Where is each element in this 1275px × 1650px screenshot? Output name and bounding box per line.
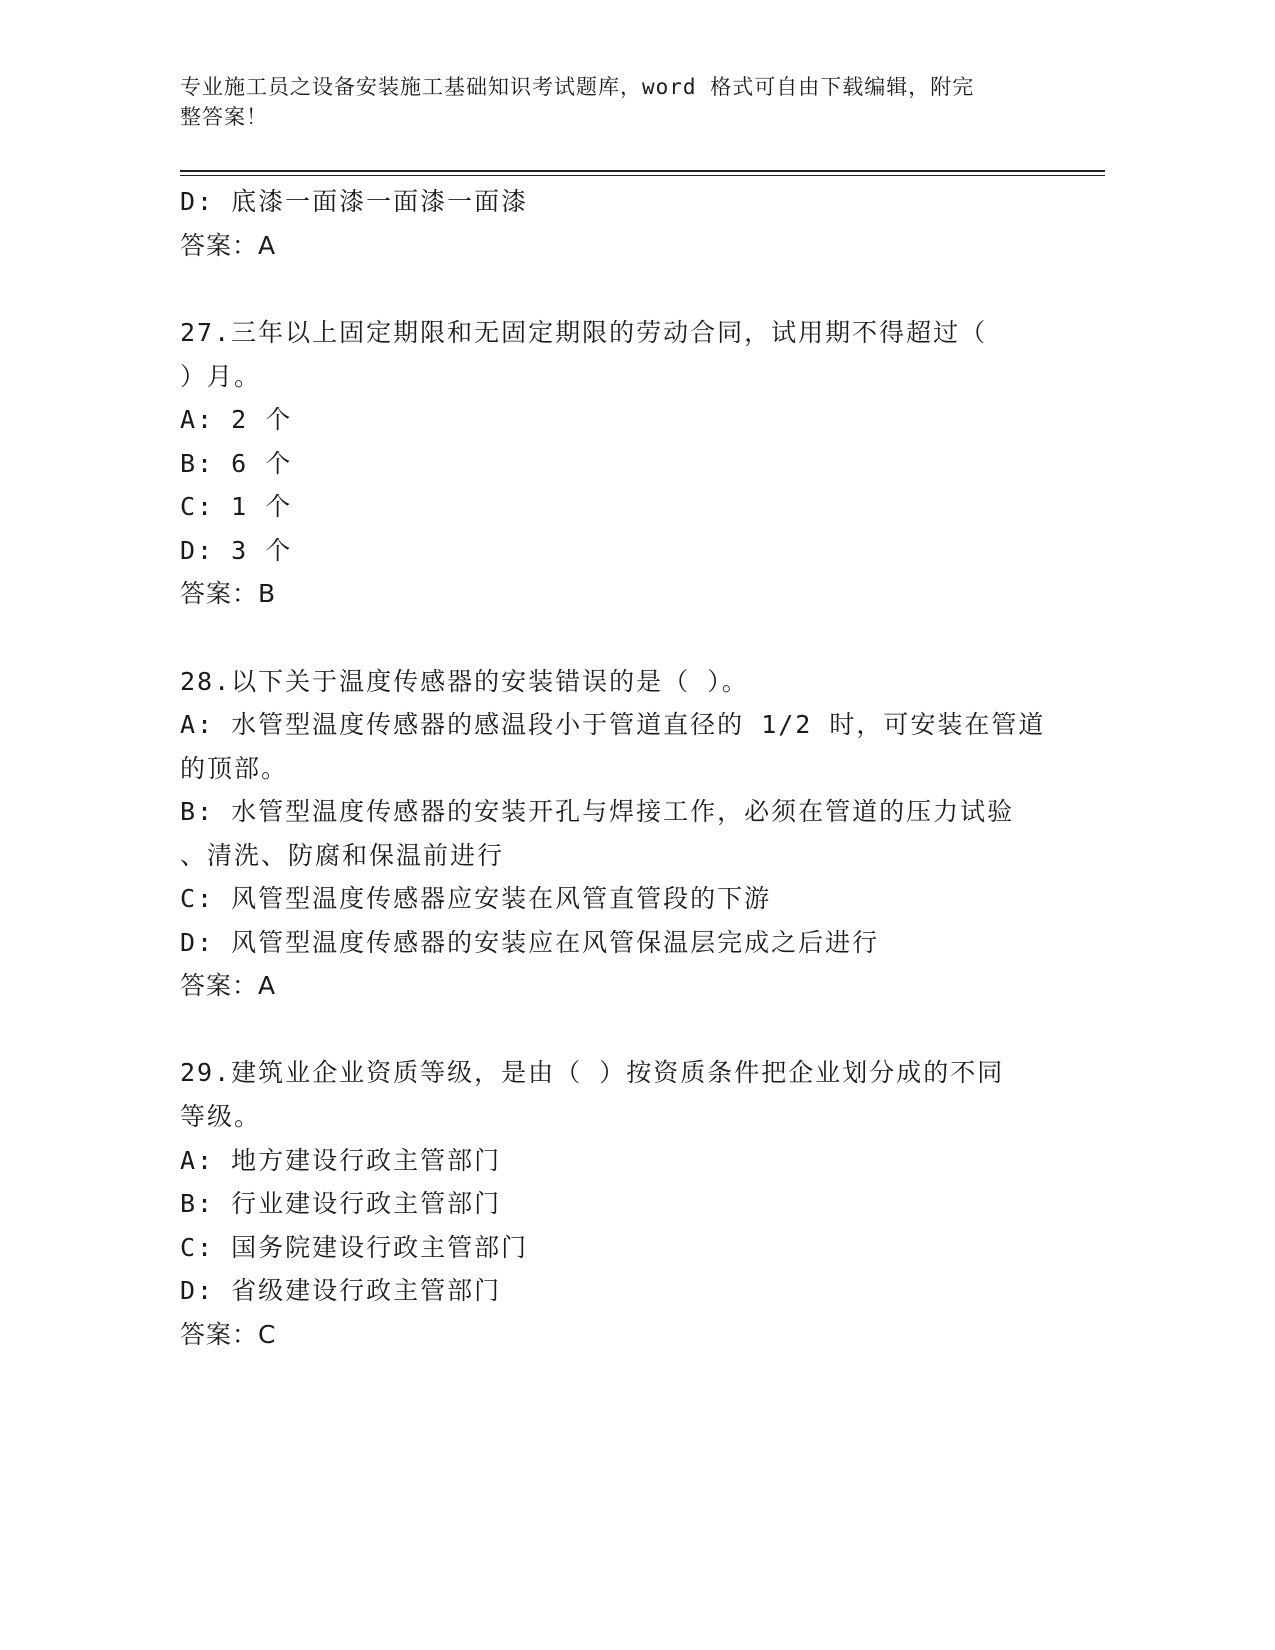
q28-stem-line-1: 28.以下关于温度传感器的安装错误的是（ ）。 bbox=[180, 667, 749, 696]
header-title-line-1: 专业施工员之设备安装施工基础知识考试题库，word 格式可自由下载编辑，附完 bbox=[180, 75, 975, 99]
q27-stem-line-1: 27.三年以上固定期限和无固定期限的劳动合同，试用期不得超过（ bbox=[180, 318, 988, 347]
q27-answer: 答案：B bbox=[180, 579, 277, 608]
header-divider-thin bbox=[180, 175, 1105, 176]
q27-stem-line-2: ）月。 bbox=[180, 362, 262, 391]
q27-option-a: A: 2 个 bbox=[180, 405, 293, 434]
q28-answer: 答案：A bbox=[180, 971, 277, 1000]
header-divider-thick bbox=[180, 170, 1105, 172]
q27-option-d: D: 3 个 bbox=[180, 536, 293, 565]
q29-option-d: D: 省级建设行政主管部门 bbox=[180, 1276, 502, 1305]
q29-stem-line-2: 等级。 bbox=[180, 1102, 262, 1131]
header-title-line-2: 整答案！ bbox=[180, 105, 268, 129]
q28-option-d: D: 风管型温度传感器的安装应在风管保温层完成之后进行 bbox=[180, 928, 880, 957]
q27-option-c: C: 1 个 bbox=[180, 492, 293, 521]
prev-option-d: D: 底漆一面漆一面漆一面漆 bbox=[180, 187, 529, 216]
page-header bbox=[180, 72, 1060, 132]
prev-answer: 答案：A bbox=[180, 231, 277, 260]
q29-option-a: A: 地方建设行政主管部门 bbox=[180, 1146, 502, 1175]
q28-option-b-line-1: B: 水管型温度传感器的安装开孔与焊接工作，必须在管道的压力试验 bbox=[180, 797, 1015, 826]
q29-option-c: C: 国务院建设行政主管部门 bbox=[180, 1233, 529, 1262]
q29-stem-line-1: 29.建筑业企业资质等级，是由（ ）按资质条件把企业划分成的不同 bbox=[180, 1058, 1005, 1087]
q27-option-b: B: 6 个 bbox=[180, 449, 293, 478]
q28-option-b-line-2: 、清洗、防腐和保温前进行 bbox=[180, 841, 505, 870]
q29-answer: 答案：C bbox=[180, 1320, 277, 1349]
q28-option-c: C: 风管型温度传感器应安装在风管直管段的下游 bbox=[180, 884, 772, 913]
q28-option-a-line-1: A: 水管型温度传感器的感温段小于管道直径的 1/2 时，可安装在管道 bbox=[180, 710, 1046, 739]
q29-option-b: B: 行业建设行政主管部门 bbox=[180, 1189, 502, 1218]
q28-option-a-line-2: 的顶部。 bbox=[180, 754, 289, 783]
